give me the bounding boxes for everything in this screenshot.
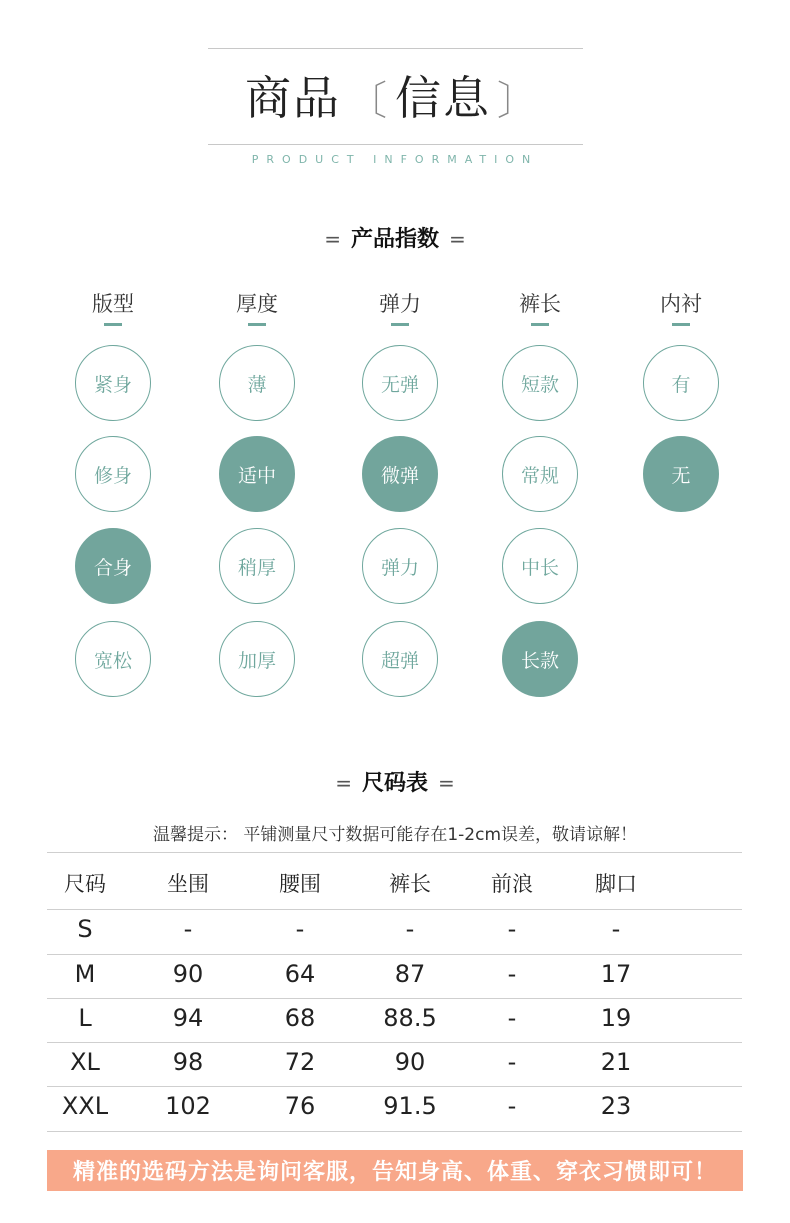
- index-column-header: 弹力: [379, 292, 421, 316]
- table-size-label: L: [78, 1004, 92, 1032]
- index-section-title: = 产品指数 =: [324, 227, 466, 252]
- index-option-selected: 合身: [75, 528, 151, 604]
- table-cell: 64: [284, 960, 316, 988]
- table-cell: -: [611, 915, 621, 943]
- table-header-cell: 尺码: [64, 872, 106, 896]
- table-cell: -: [507, 1004, 517, 1032]
- table-cell: 19: [600, 1004, 632, 1032]
- table-header-cell: 腰围: [279, 872, 321, 896]
- table-cell: 76: [284, 1092, 316, 1120]
- table-cell: -: [405, 915, 415, 943]
- table-cell: -: [507, 915, 517, 943]
- table-header-cell: 前浪: [491, 872, 533, 896]
- table-cell: 90: [172, 960, 204, 988]
- index-option: 超弹: [362, 621, 438, 697]
- header-bottom-rule: [208, 144, 583, 145]
- table-cell: 17: [600, 960, 632, 988]
- bracket-open: 〔: [347, 78, 389, 124]
- table-cell: 88.5: [383, 1004, 437, 1032]
- table-size-label: XXL: [61, 1092, 109, 1120]
- table-cell: 91.5: [383, 1092, 437, 1120]
- table-cell: 98: [172, 1048, 204, 1076]
- index-option-selected: 长款: [502, 621, 578, 697]
- table-cell: 102: [165, 1092, 211, 1120]
- index-option: 稍厚: [219, 528, 295, 604]
- table-rule: [47, 954, 742, 955]
- index-column-header: 版型: [92, 292, 134, 316]
- table-cell: -: [295, 915, 305, 943]
- index-option: 常规: [502, 436, 578, 512]
- table-cell: -: [507, 1048, 517, 1076]
- table-cell: 23: [600, 1092, 632, 1120]
- index-option: 紧身: [75, 345, 151, 421]
- table-cell: 72: [284, 1048, 316, 1076]
- table-cell: 68: [284, 1004, 316, 1032]
- index-option: 加厚: [219, 621, 295, 697]
- index-option: 短款: [502, 345, 578, 421]
- table-size-label: S: [77, 915, 93, 943]
- index-option-selected: 无: [643, 436, 719, 512]
- index-column-header: 裤长: [519, 292, 561, 316]
- title-left: 商品: [245, 71, 341, 125]
- size-advice-banner: 精准的选码方法是询问客服，告知身高、体重、穿衣习惯即可！: [47, 1150, 743, 1191]
- index-column-underline: [672, 323, 690, 326]
- index-option: 宽松: [75, 621, 151, 697]
- index-option-selected: 微弹: [362, 436, 438, 512]
- index-option: 修身: [75, 436, 151, 512]
- index-option: 有: [643, 345, 719, 421]
- table-cell: -: [507, 1092, 517, 1120]
- index-column-underline: [104, 323, 122, 326]
- table-rule: [47, 998, 742, 999]
- table-size-label: M: [74, 960, 96, 988]
- table-rule: [47, 1042, 742, 1043]
- header-top-rule: [208, 48, 583, 49]
- index-option: 无弹: [362, 345, 438, 421]
- table-cell: 90: [394, 1048, 426, 1076]
- size-section-title: = 尺码表 =: [335, 771, 455, 796]
- table-header-cell: 脚口: [595, 872, 637, 896]
- index-option: 薄: [219, 345, 295, 421]
- table-header-cell: 裤长: [389, 872, 431, 896]
- index-column-underline: [248, 323, 266, 326]
- table-rule: [47, 1086, 742, 1087]
- bracket-close: 〕: [497, 78, 539, 124]
- index-column-underline: [531, 323, 549, 326]
- index-column-underline: [391, 323, 409, 326]
- index-column-header: 内衬: [660, 292, 702, 316]
- index-option: 弹力: [362, 528, 438, 604]
- subtitle-en: PRODUCT INFORMATION: [251, 153, 539, 166]
- table-size-label: XL: [70, 1048, 100, 1076]
- index-column-header: 厚度: [236, 292, 278, 316]
- table-cell: 21: [600, 1048, 632, 1076]
- page-title: [0, 68, 790, 131]
- table-cell: -: [183, 915, 193, 943]
- table-cell: -: [507, 960, 517, 988]
- title-right: 信息: [395, 71, 491, 125]
- table-rule: [47, 909, 742, 910]
- table-header-cell: 坐围: [167, 872, 209, 896]
- table-rule: [47, 1131, 742, 1132]
- index-option: 中长: [502, 528, 578, 604]
- table-cell: 94: [172, 1004, 204, 1032]
- measurement-tip: 温馨提示： 平铺测量尺寸数据可能存在1-2cm误差，敬请谅解！: [152, 825, 638, 845]
- index-option-selected: 适中: [219, 436, 295, 512]
- table-cell: 87: [394, 960, 426, 988]
- table-rule: [47, 852, 742, 853]
